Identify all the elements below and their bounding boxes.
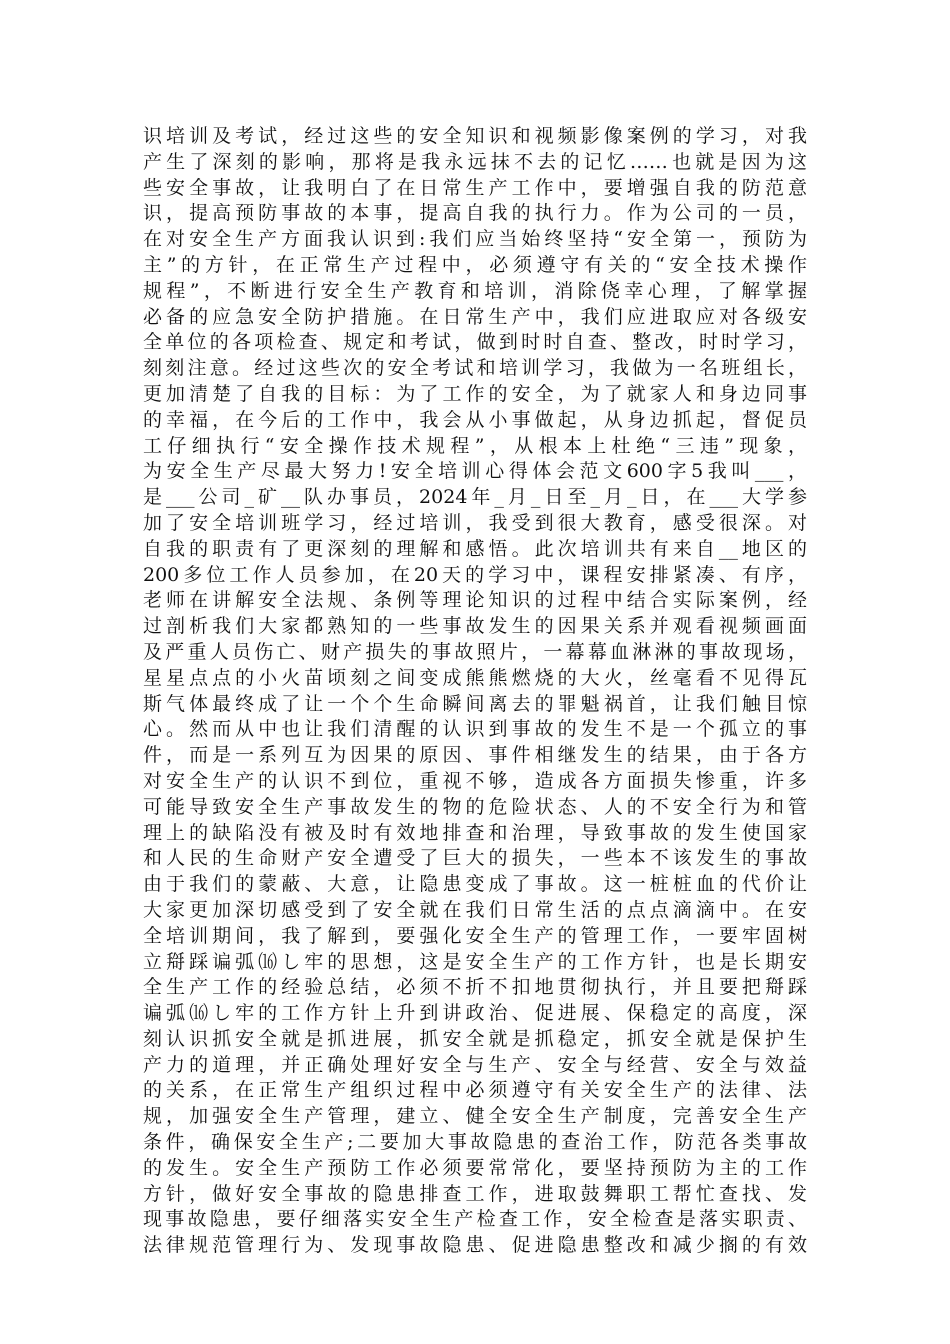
text-line: 方针，做好安全事故的隐患排查工作，进取鼓舞职工帮忙查找、发: [143, 1182, 807, 1205]
text-line: 对安全生产的认识不到位，重视不够，造成各方面损失惨重，许多: [143, 769, 807, 792]
text-line: 为安全生产尽最大努力!安全培训心得体会范文600字5我叫___，: [143, 460, 807, 483]
text-line: 更加清楚了自我的目标：为了工作的安全，为了就家人和身边同事: [143, 382, 807, 405]
text-line: 立搿踩谝弧⒃し牢的思想，这是安全生产的工作方针，也是长期安: [143, 950, 807, 973]
text-line: 现事故隐患，要仔细落实安全生产检查工作，安全检查是落实职责、: [143, 1208, 807, 1231]
text-line: 星星点点的小火苗顷刻之间变成熊熊燃烧的大火，丝毫看不见得瓦: [143, 666, 807, 689]
text-line: 产生了深刻的影响，那将是我永远抹不去的记忆……也就是因为这: [143, 150, 807, 173]
text-line: 老师在讲解安全法规、条例等理论知识的过程中结合实际案例，经: [143, 589, 807, 612]
text-line: 的发生。安全生产预防工作必须要常常化，要坚持预防为主的工作: [143, 1156, 807, 1179]
text-line: 和人民的生命财产安全遭受了巨大的损失，一些本不该发生的事故: [143, 847, 807, 870]
text-line: 200多位工作人员参加，在20天的学习中，课程安排紧凑、有序，: [143, 563, 807, 586]
text-line: 识培训及考试，经过这些的安全知识和视频影像案例的学习，对我: [143, 125, 807, 147]
text-line: 件，而是一系列互为因果的原因、事件相继发生的结果，由于各方: [143, 744, 807, 767]
text-line: 法律规范管理行为、发现事故隐患、促进隐患整改和减少搁的有效: [143, 1234, 807, 1257]
text-line: 刻刻注意。经过这些次的安全考试和培训学习，我做为一名班组长，: [143, 357, 807, 380]
text-line: 规程”，不断进行安全生产教育和培训，消除侥幸心理，了解掌握: [143, 279, 807, 302]
text-line: 可能导致安全生产事故发生的物的危险状态、人的不安全行为和管: [143, 795, 807, 818]
text-line: 产力的道理，并正确处理好安全与生产、安全与经营、安全与效益: [143, 1053, 807, 1076]
text-line: 全培训期间，我了解到，要强化安全生产的管理工作，一要牢固树: [143, 924, 807, 947]
text-line: 全生产工作的经验总结，必须不折不扣地贯彻执行，并且要把搿踩: [143, 976, 807, 999]
text-line: 自我的职责有了更深刻的理解和感悟。此次培训共有来自__地区的: [143, 537, 807, 560]
text-line: 加了安全培训班学习，经过培训，我受到很大教育，感受很深。对: [143, 511, 807, 534]
text-line: 过剖析我们大家都熟知的一些事故发生的因果关系并观看视频画面: [143, 615, 807, 638]
text-line: 在对安全生产方面我认识到:我们应当始终坚持“安全第一，预防为: [143, 228, 807, 251]
text-line: 是___公司_矿__队办事员，2024年_月_日至_月_日，在___大学参: [143, 486, 807, 509]
text-line: 刻认识抓安全就是抓进展，抓安全就是抓稳定，抓安全就是保护生: [143, 1027, 807, 1050]
text-line: 规，加强安全生产管理，建立、健全安全生产制度，完善安全生产: [143, 1105, 807, 1128]
text-line: 些安全事故，让我明白了在日常生产工作中，要增强自我的防范意: [143, 176, 807, 199]
text-line: 识，提高预防事故的本事，提高自我的执行力。作为公司的一员，: [143, 202, 807, 225]
text-line: 主”的方针，在正常生产过程中，必须遵守有关的“安全技术操作: [143, 253, 807, 276]
text-line: 理上的缺陷没有被及时有效地排查和治理，导致事故的发生使国家: [143, 821, 807, 844]
text-line: 的幸福，在今后的工作中，我会从小事做起，从身边抓起，督促员: [143, 408, 807, 431]
text-line: 条件，确保安全生产;二要加大事故隐患的查治工作，防范各类事故: [143, 1131, 807, 1154]
text-line: 大家更加深切感受到了安全就在我们日常生活的点点滴滴中。在安: [143, 898, 807, 921]
text-line: 斯气体最终成了让一个个生命瞬间离去的罪魁祸首，让我们触目惊: [143, 692, 807, 715]
text-line: 的关系，在正常生产组织过程中必须遵守有关安全生产的法律、法: [143, 1079, 807, 1102]
text-line: 心。然而从中也让我们清醒的认识到事故的发生不是一个孤立的事: [143, 718, 807, 741]
text-line: 工仔细执行“安全操作技术规程”，从根本上杜绝“三违”现象，: [143, 434, 807, 457]
document-body: [143, 124, 807, 1259]
text-line: 由于我们的蒙蔽、大意，让隐患变成了事故。这一桩桩血的代价让: [143, 873, 807, 896]
text-line: 必备的应急安全防护措施。在日常生产中，我们应进取应对各级安: [143, 305, 807, 328]
text-line: 谝弧⒃し牢的工作方针上升到讲政治、促进展、保稳定的高度，深: [143, 1002, 807, 1025]
text-line: 及严重人员伤亡、财产损失的事故照片，一幕幕血淋淋的事故现场，: [143, 640, 807, 663]
text-line: 全单位的各项检查、规定和考试，做到时时自查、整改，时时学习，: [143, 331, 807, 354]
